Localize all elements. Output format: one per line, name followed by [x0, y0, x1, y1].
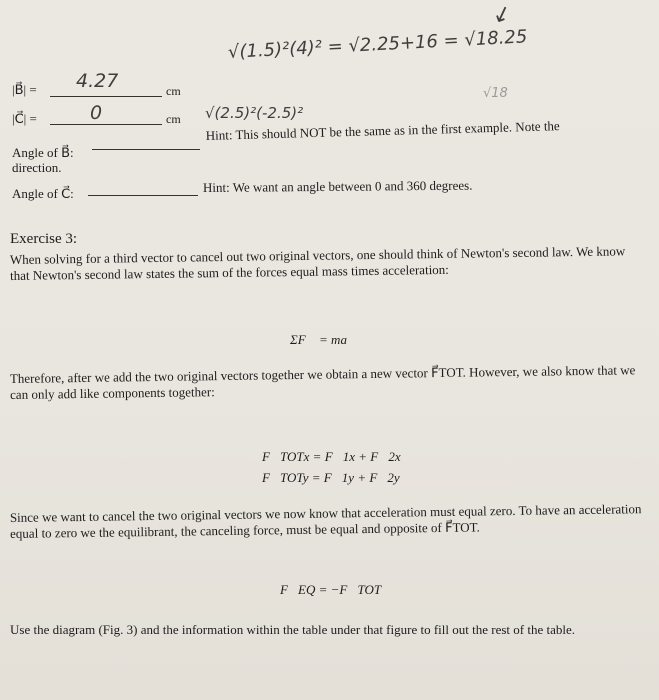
angle-b-hint: Hint: This should NOT be the same as in the first example. Note the [205, 118, 560, 144]
handwritten-work-line-2: √(2.5)²(-2.5)² [205, 104, 304, 122]
equation-equilibrant: F⃗EQ = −F⃗TOT [280, 582, 382, 597]
angle-b-answer-line[interactable] [92, 149, 200, 150]
exercise-title: Exercise 3: [10, 231, 78, 247]
magnitude-c-answer-line [50, 124, 162, 125]
angle-b-label-continued: direction. [12, 160, 62, 175]
angle-c-label: Angle of C⃗: [12, 186, 74, 201]
magnitude-c-answer[interactable]: 0 [90, 102, 103, 124]
angle-c-answer-line[interactable] [88, 195, 198, 196]
paragraph-equilibrant: Since we want to cancel the two original vectors we now know that acceleration must equal zero. To have an acceleration equal to zero we the equilibrant, the canceling force, must be equal and opposite of F⃗TOT. [9, 501, 642, 541]
equation-total-x: F⃗TOTx = F⃗1x + F⃗2x [262, 449, 401, 464]
equation-newton: ΣF⃗ = ma⃗ [290, 332, 358, 347]
angle-b-label: Angle of B⃗: [12, 145, 74, 160]
magnitude-b-unit: cm [166, 84, 181, 98]
magnitude-b-answer-line [50, 96, 162, 97]
handwritten-work-line-1: √(1.5)²(4)² = √2.25+16 = √18.25 [227, 26, 528, 63]
angle-c-hint: Hint: We want an angle between 0 and 360 degrees. [202, 177, 473, 195]
handwritten-tick: ↙ [489, 0, 516, 30]
paragraph-newton: When solving for a third vector to cancel out two original vectors, one should think of Newton's second law. We know that Newton's second law states the sum of the forces equal mass times acceleration: [9, 243, 626, 283]
magnitude-b-answer[interactable]: 4.27 [76, 70, 119, 92]
equation-total-y: F⃗TOTy = F⃗1y + F⃗2y [262, 470, 400, 485]
handwritten-scribble: √18 [483, 86, 508, 101]
magnitude-c-unit: cm [166, 112, 181, 126]
magnitude-c-label: |C⃗| = [12, 111, 37, 126]
paragraph-total-vector: Therefore, after we add the two original vectors together we obtain a new vector F⃗TOT. However, we also know that we can only add like components together: [9, 362, 636, 402]
paragraph-instructions: Use the diagram (Fig. 3) and the information within the table under that figure to fill out the rest of the table. [10, 622, 575, 637]
magnitude-b-label: |B⃗| = [12, 82, 37, 97]
